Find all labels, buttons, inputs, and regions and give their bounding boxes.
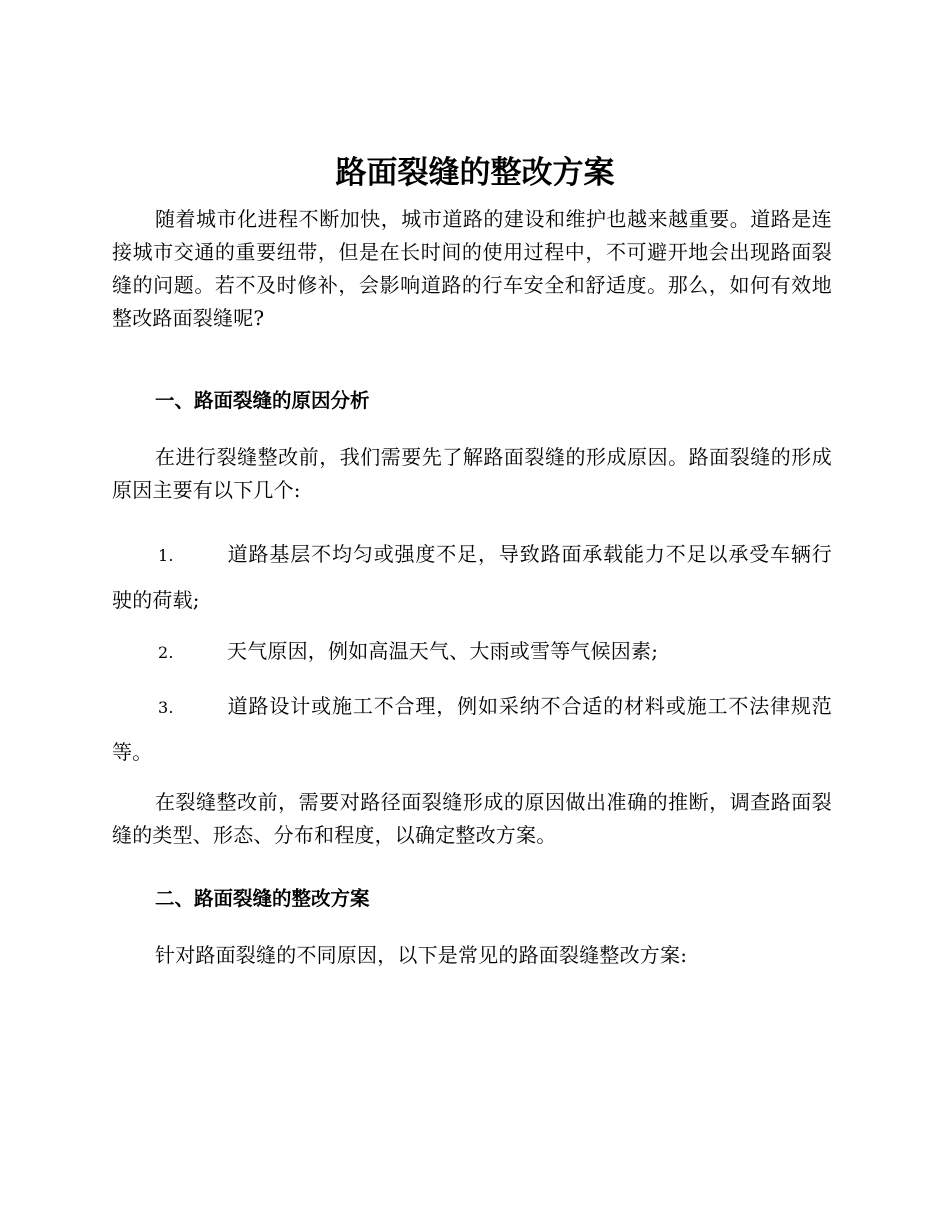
section1-conclusion-paragraph: 在裂缝整改前，需要对路径面裂缝形成的原因做出准确的推断，调查路面裂缝的类型、形态、分布和程度，以确定整改方案。 [112, 790, 832, 847]
list-item-number: 2. [158, 643, 174, 662]
section1-heading: 一、路面裂缝的原因分析 [155, 389, 370, 412]
list-item [112, 629, 832, 675]
document-title: 路面裂缝的整改方案 [335, 155, 615, 191]
list-item [112, 684, 832, 774]
list-item [112, 532, 832, 622]
list-item-text: 道路基层不均匀或强度不足，导致路面承载能力不足以承受车辆行驶的荷载; [112, 542, 832, 612]
section2-heading: 二、路面裂缝的整改方案 [155, 887, 370, 910]
section2-lead-paragraph: 针对路面裂缝的不同原因，以下是常见的路面裂缝整改方案: [155, 943, 688, 967]
section1-lead-paragraph: 在进行裂缝整改前，我们需要先了解路面裂缝的形成原因。路面裂缝的形成原因主要有以下几个: [112, 445, 832, 502]
list-item-number: 1. [158, 546, 174, 565]
list-item-number: 3. [158, 698, 174, 717]
list-item-text: 天气原因，例如高温天气、大雨或雪等气候因素; [227, 639, 659, 663]
intro-paragraph: 随着城市化进程不断加快，城市道路的建设和维护也越来越重要。道路是连接城市交通的重要纽带，但是在长时间的使用过程中，不可避开地会出现路面裂缝的问题。若不及时修补，会影响道路的行车安全和舒适度。那么，如何有效地整改路面裂缝呢? [112, 207, 832, 330]
list-item-text: 道路设计或施工不合理，例如采纳不合适的材料或施工不法律规范等。 [112, 694, 832, 764]
